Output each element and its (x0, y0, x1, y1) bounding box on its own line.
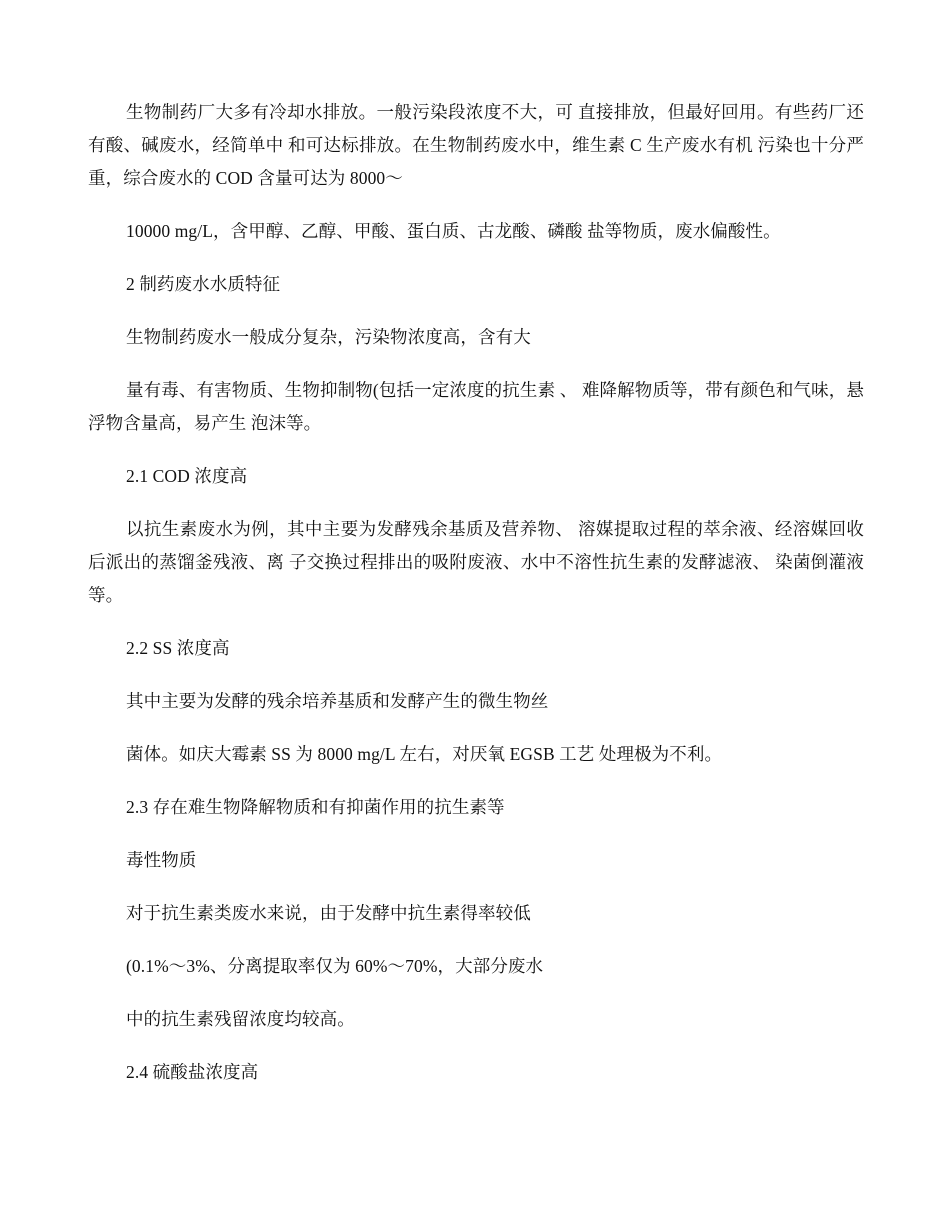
section-heading-2-4: 2.4 硫酸盐浓度高 (126, 1062, 259, 1082)
section-heading-2: 2 制药废水水质特征 (126, 274, 281, 294)
section-heading-2-3: 2.3 存在难生物降解物质和有抑菌作用的抗生素等 (126, 797, 505, 817)
paragraph-antibiotic-wastewater: 以抗生素废水为例，其中主要为发酵残余基质及营养物、 溶媒提取过程的萃余液、经溶媒回收后派出的蒸馏釜残液、离 子交换过程排出的吸附废液、水中不溶性抗生素的发酵滤液、 染菌倒灌液等。 (88, 519, 864, 605)
paragraph-wastewater-discharge: 生物制药厂大多有冷却水排放。一般污染段浓度不大，可 直接排放，但最好回用。有些药厂还有酸、碱废水，经简单中 和可达标排放。在生物制药废水中，维生素 C 生产废水有机 污染也十分严重，综合废水的 COD 含量可达为 8000～ (88, 102, 864, 188)
section-heading-2-1: 2.1 COD 浓度高 (126, 466, 248, 486)
paragraph-extraction-rate: (0.1%～3%、分离提取率仅为 60%～70%，大部分废水 (126, 956, 544, 976)
document-body (88, 96, 864, 1109)
paragraph-ss-source: 其中主要为发酵的残余培养基质和发酵产生的微生物丝 (126, 691, 549, 711)
paragraph-cod-range: 10000 mg/L，含甲醇、乙醇、甲酸、蛋白质、古龙酸、磷酸 盐等物质，废水偏酸性。 (126, 221, 781, 241)
paragraph-toxic-substances-label: 毒性物质 (126, 850, 197, 870)
paragraph-ss-example: 菌体。如庆大霉素 SS 为 8000 mg/L 左右，对厌氧 EGSB 工艺 处理极为不利。 (126, 744, 723, 764)
paragraph-composition: 生物制药废水一般成分复杂，污染物浓度高，含有大 (126, 327, 531, 347)
section-heading-2-2: 2.2 SS 浓度高 (126, 638, 230, 658)
paragraph-toxic-substances: 量有毒、有害物质、生物抑制物(包括一定浓度的抗生素 、 难降解物质等，带有颜色和气味，悬浮物含量高，易产生 泡沫等。 (88, 380, 864, 433)
paragraph-antibiotic-yield: 对于抗生素类废水来说，由于发酵中抗生素得率较低 (126, 903, 531, 923)
paragraph-residual-concentration: 中的抗生素残留浓度均较高。 (126, 1009, 355, 1029)
